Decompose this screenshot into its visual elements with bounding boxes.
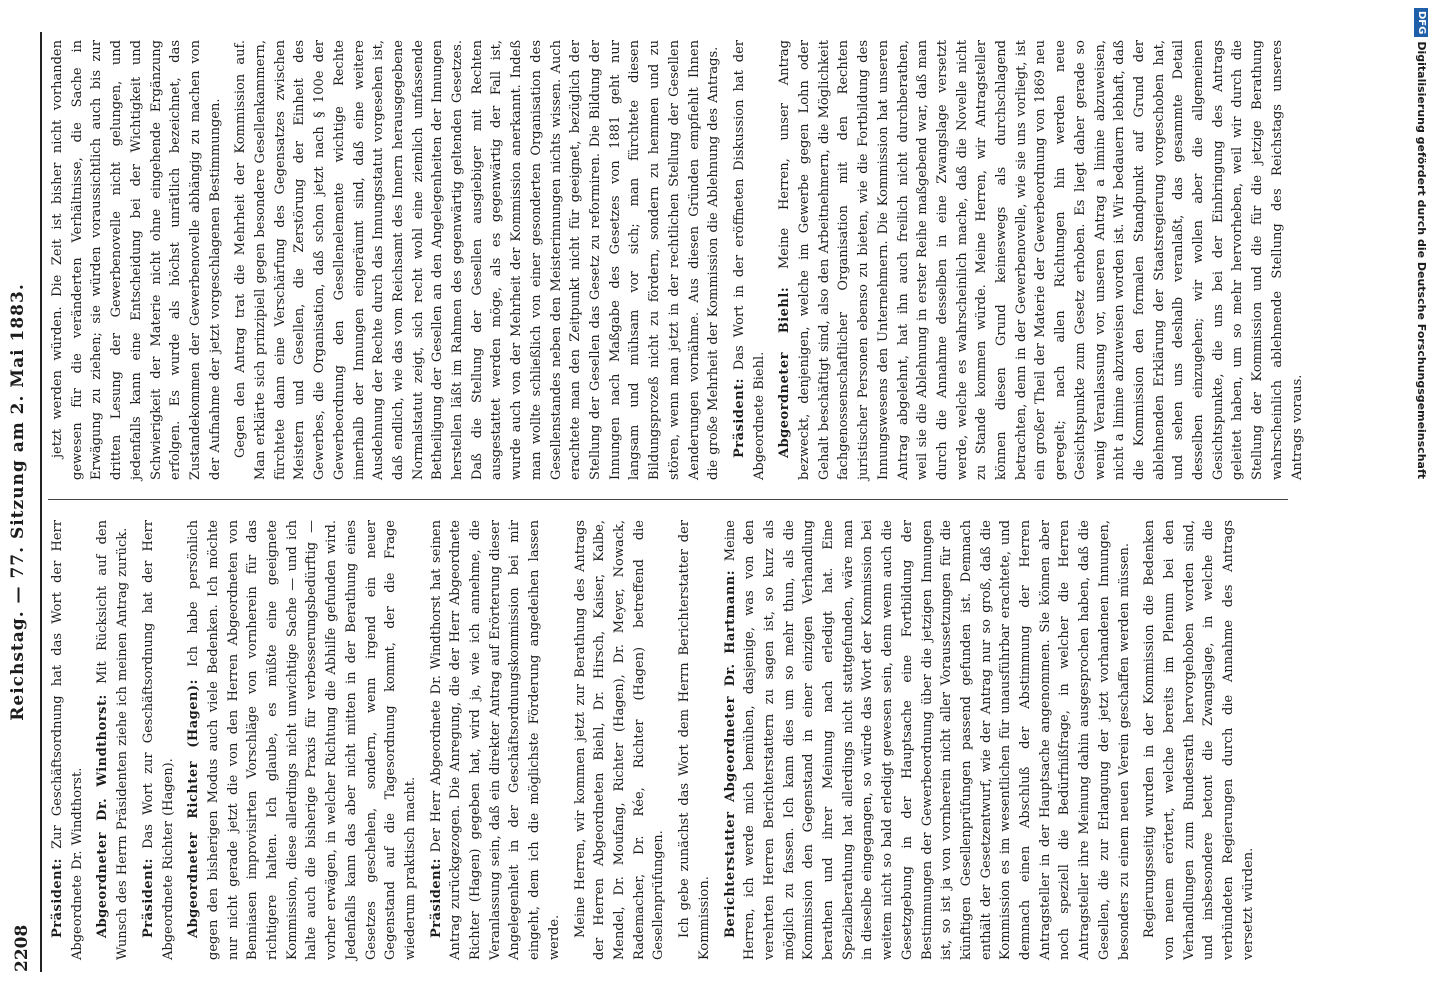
digitization-credit bbox=[1412, 8, 1430, 993]
speaker-name: Berichterstatter Abgeordneter Dr. Hartmann: bbox=[722, 569, 738, 938]
running-title-left: Reichstag. bbox=[8, 610, 28, 721]
paragraph bbox=[571, 520, 670, 960]
page-number: 2208 bbox=[12, 924, 32, 972]
paragraph bbox=[730, 40, 769, 480]
speaker-name: Abgeordneter Richter (Hagen): bbox=[186, 679, 202, 938]
left-column bbox=[48, 520, 1264, 960]
running-title bbox=[8, 32, 28, 972]
page-header bbox=[6, 32, 36, 972]
paragraph bbox=[675, 520, 714, 960]
header-rule bbox=[40, 32, 42, 972]
dfg-logo: DFG bbox=[1414, 8, 1428, 37]
paragraph-text: Meine Herren, ich werde mich bemühen, dasjenige, was von den verehrten Herren Berichterstattern zu sagen ist, so kurz als möglich zu fassen. Ich kann dies um so mehr thun, als die Kommission den Gegenstand in einer einzigen Verhandlung berathen und ihrer Meinung nach erledigt hat. Eine Spezialberathung hat allerdings nicht stattgefunden, wäre man in dieselbe eingegangen, so würde das Wort der Kommission bei weitem nicht so bald erledigt gewesen sein, denn wenn auch die Gesetzgebung in der Hauptsache eine Fortbildung der Bestimmungen der Gewerbeordnung über die jetzigen Innungen ist, so ist ja von vornherein nicht aller Voraussetzungen für die künftigen Gesellenprüfungen passend gefunden ist. Demnach enthält der Gesetzentwurf, wie der Antrag nur so groß, daß die Kommission es im wesentlichen für unausführbar erachtete, und demnach einen Abschluß der Abstimmung der Herren Antragsteller in der Hauptsache angenommen. Sie können aber noch speziell die Bedürfnißfrage, in welcher die Herren Antragsteller ihre Meinung dahin ausgesprochen haben, daß die Gesellen, die zur Erlangung der jetzt vorhandenen Innungen, besonders zu einem neuen Verein geschaffen werden müssen. bbox=[722, 520, 1132, 960]
session-title: 77. Sitzung am 2. Mai 1883. bbox=[8, 283, 28, 579]
paragraph-text: Meine Herren, wir kommen jetzt zur Berathung des Antrags der Herren Abgeordneten Biehl, Dr. Hirsch, Kaiser, Kalbe, Mendel, Dr. Moufang, Richter (Hagen), Dr. Meyer, Nowack, Rademacher, Dr. Rée, Richter (Hagen) betreffend die Gesellenprüfungen. bbox=[572, 520, 667, 960]
paragraph-text: Meine Herren, unser Antrag bezweckt, denjenigen, welche im Gewerbe gegen Lohn oder Gehalt beschäftigt sind, also den Arbeitnehmern, die Möglichkeit fachgenossenschaftlicher Organisation mit den Rechten juristischer Personen ebenso zu bieten, wie die Fortbildung des Innungswesens den Unternehmern. Die Kommission hat unseren Antrag abgelehnt, hat ihn auch freilich nicht durchberathen, weil sie die Ablehnung in erster Reihe maßgebend war, daß man durch die Annahme desselben in eine Zwangslage versetzt werde, welche es wahrscheinlich mache, daß die Novelle nicht zu Stande kommen würde. Meine Herren, wir Antragsteller können diesen Grund keineswegs als durchschlagend betrachten, denn in der Gewerbenovelle, wie sie uns vorliegt, ist ein großer Theil der Materie der Gewerbeordnung von 1869 neu geregelt; nach allen Richtungen hin werden neue Gesichtspunkte zum Gesetz erhoben. Es liegt daher gerade so wenig Veranlassung vor, unseren Antrag a limine abzuweisen, nicht a limine abzuweisen worden ist. Wir bedauern lebhaft, daß die Kommission den formalen Standpunkt auf Grund der ablehnenden Erklärung der Staatsregierung vorgeschoben hat, und sehen uns deshalb veranlaßt, das gesammte Detail desselben einzugehen; wir wollen aber die allgemeinen Gesichtspunkte, die uns bei der Einbringung des Antrags geleitet haben, um so mehr hervorheben, weil wir durch die Stellung der Kommission und die für die jetzige Berathung wahrscheinlich ablehnende Stellung des Reichstags unseres Antrags voraus. bbox=[777, 40, 1305, 480]
paragraph bbox=[48, 40, 225, 480]
paragraph bbox=[48, 520, 87, 960]
paragraph bbox=[775, 40, 1307, 480]
right-column bbox=[48, 40, 1313, 480]
paragraph bbox=[93, 520, 132, 960]
paragraph-text: Regierungsseitig wurden in der Kommission die Bedenken von neuem erörtert, welche bereits im Plenum bei den Verhandlungen zum Bundesrath hervorgehoben worden sind, und insbesondere betont die Zwangslage, in welche die verbündeten Regierungen durch die Annahme des Antrags versetzt würden. bbox=[1142, 520, 1256, 960]
paragraph-text: jetzt werden würden. Die Zeit ist bisher nicht vorhanden gewesen für die veränderten Verhältnisse, die Sache in Erwägung zu ziehen; sie würden voraussichtlich auch bis zur dritten Lesung der Gewerbenovelle nicht gelungen, und jedenfalls kann eine Entscheidung bei der Wichtigkeit und Schwierigkeit der Materie nicht ohne eingehende Ergänzung erfolgen. Es wurde als höchst unrätlich bezeichnet, das Zustandekommen der Gewerbenovelle abhängig zu machen von der Aufnahme der jetzt vorgeschlagenen Bestimmungen. bbox=[50, 40, 223, 480]
speaker-name: Präsident: bbox=[140, 858, 156, 938]
paragraph-text: Das Wort zur Geschäftsordnung hat der Herr Abgeordnete Richter (Hagen). bbox=[140, 520, 176, 960]
speaker-name: Präsident: bbox=[731, 378, 747, 458]
credit-text: Digitalisierung gefördert durch die Deutsche Forschungsgemeinschaft bbox=[1415, 41, 1428, 480]
speaker-name: Präsident: bbox=[50, 858, 65, 938]
paragraph-text: Mit Rücksicht auf den Wunsch des Herrn Präsidenten ziehe ich meinen Antrag zurück. bbox=[95, 519, 131, 960]
paragraph bbox=[721, 520, 1135, 960]
column-divider bbox=[48, 499, 1288, 500]
paragraph-text: Ich habe persönlich gegen den bisherigen Modus auch viele Bedenken. Ich möchte nur nicht gerade jetzt die von den Herren Abgeordneten von Benniasen improvisirten Vorschläge von vornherein für das richtigere halten. Ich glaube, es müßte eine geeignete Kommission, diese allerdings nicht unwichtige Sache — und ich halte auch die bisherige Praxis für verbesserungsbedürftig — vorher erwägen, in welcher Richtung die Abhilfe gefunden wird. Jedenfalls kann das aber nicht mitten in der Berathung eines Gesetzes geschehen, sondern, wenn irgend ein neuer Gegenstand auf die Tagesordnung kommt, der die Frage wiederum praktisch macht. bbox=[186, 520, 418, 960]
running-title-separator: — bbox=[8, 585, 28, 604]
paragraph bbox=[139, 520, 178, 960]
speaker-name: Abgeordneter Dr. Windthorst: bbox=[95, 694, 111, 938]
paragraph-text: Das Wort in der eröffneten Diskussion hat der Abgeordnete Biehl. bbox=[731, 40, 767, 480]
paragraph bbox=[1140, 520, 1258, 960]
speaker-name: Präsident: bbox=[428, 858, 444, 938]
paragraph-text: Der Herr Abgeordnete Dr. Windthorst hat seinen Antrag zurückgezogen. Die Anregung, die der Herr Abgeordnete Richter (Hagen) gegeben hat, wird ja, wie ich annehme, die Veranlassung sein, daß ein direkter Antrag auf Erörterung dieser Angelegenheit in der Geschäftsordnungskommission bei mir eingeht, dem ich die möglichste Förderung angedeihen lassen werde. bbox=[428, 519, 562, 960]
speaker-name: Abgeordneter Biehl: bbox=[777, 286, 793, 458]
paragraph bbox=[231, 40, 724, 480]
paragraph bbox=[427, 520, 565, 960]
paragraph-text: Zur Geschäftsordnung hat das Wort der Herr Abgeordnete Dr. Windthorst. bbox=[50, 520, 85, 960]
paragraph-text: Ich gebe zunächst das Wort dem Herrn Berichterstatter der Kommission. bbox=[677, 520, 712, 960]
paragraph bbox=[184, 520, 420, 960]
paragraph-text: Gegen den Antrag trat die Mehrheit der Kommission auf. Man erklärte sich prinzipiell gegen besondere Gesellenkammern, fürchtete dann eine Verschärfung des Gegensatzes zwischen Meistern und Gesellen, die Zerstörung der Einheit des Gewerbes, die Organisation, daß schon jetzt nach § 100e der Gewerbeordnung den Gesellenelemente wichtige Rechte innerhalb der Innungen eingeräumt sind, daß eine weitere Ausdehnung der Rechte durch das Innungsstatut vorgesehen ist, daß endlich, wie das vom Reichsamt des Innern herausgegebene Normalstatut zeigt, sich recht wohl eine ziemlich umfassende Betheiligung der Gesellen an den Angelegenheiten der Innungen herstellen läßt im Rahmen des gegenwärtig geltenden Gesetzes. Daß die Stellung der Gesellen ausgiebiger mit Rechten ausgestattet werden möge, als es gegenwärtig der Fall ist, wurde auch von der Mehrheit der Kommission anerkannt. Indeß man wollte schließlich von einer gesonderten Organisation des Gesellenstandes neben den Meisterinnungen nichts wissen. Auch erachtete man den Zeitpunkt nicht für geeignet, bezüglich der Stellung der Gesellen das Gesetz zu reformiren. Die Bildung der Innungen nach Maßgabe des Gesetzes von 1881 geht nur langsam und mühsam vor sich; man fürchtete diesen Bildungsprozeß nicht zu fördern, sondern zu hemmen und zu stören, wenn man jetzt in der rechtlichen Stellung der Gesellen Aenderungen vornähme. Aus diesen Gründen empfiehlt Ihnen die große Mehrheit der Kommission die Ablehnung des Antrags. bbox=[233, 40, 722, 480]
